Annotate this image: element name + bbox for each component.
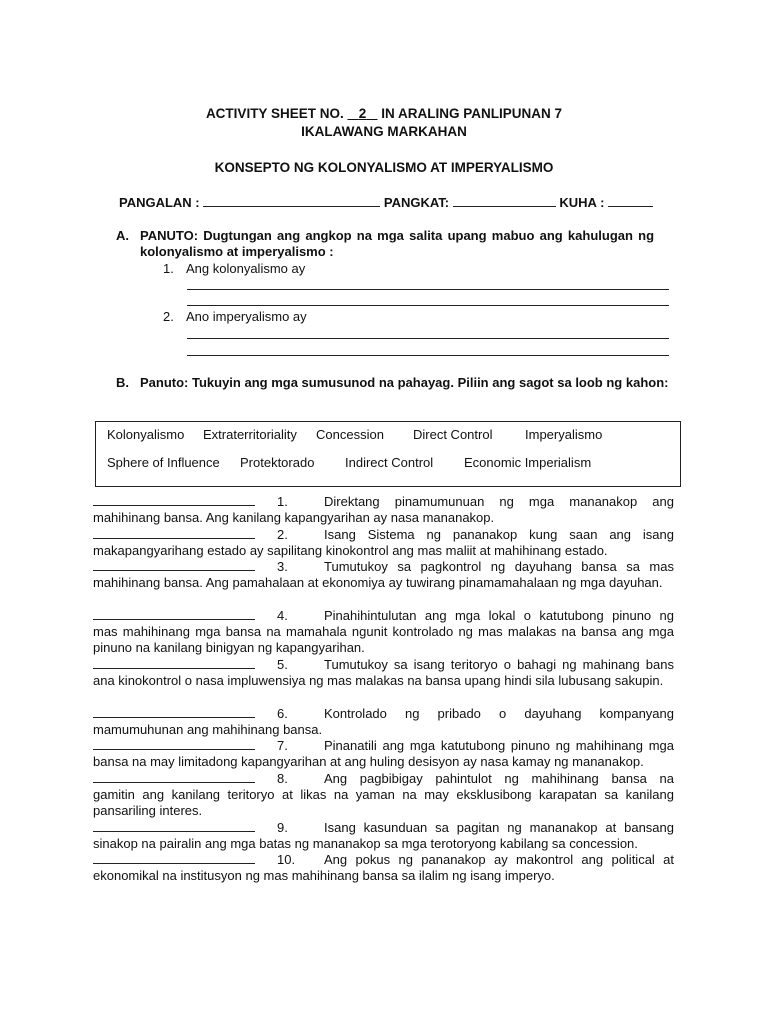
topic-title: KONSEPTO NG KOLONYALISMO AT IMPERYALISMO (214, 160, 554, 175)
item-first-line (93, 527, 674, 543)
choice-extraterritoriality: Extraterritoriality (203, 427, 297, 442)
answer-blank[interactable] (93, 706, 255, 718)
list-item (93, 608, 674, 656)
item-first-line (93, 657, 674, 673)
answer-blank[interactable] (93, 738, 255, 750)
part-b-instruction: Panuto: Tukuyin ang mga sumusunod na pahayag. Piliin ang sagot sa loob ng kahon: (140, 375, 669, 390)
item-text-rest: mamumuhunan ang mahihinang bansa. (93, 722, 323, 737)
part-a-instruction-line1 (140, 228, 674, 243)
q2-answer-line-2[interactable] (187, 355, 669, 356)
item-number: 4. (277, 608, 288, 623)
item-number: 5. (277, 657, 288, 672)
q1-answer-line-2[interactable] (187, 305, 669, 306)
item-first-line (93, 706, 674, 722)
item-lead (93, 608, 324, 624)
item-first-line (93, 559, 674, 575)
q2-number: 2. (163, 309, 174, 324)
item-text-rest: mahihinang bansa. Ang pamahalaan at ekonomiya ay tuwirang pinamamahalaan ng mga dayuhan. (93, 575, 663, 590)
list-item (93, 527, 674, 559)
list-item (93, 559, 674, 591)
item-number: 1. (277, 494, 288, 509)
score-field[interactable] (608, 196, 653, 207)
sheet-number-value: 2 (358, 106, 367, 121)
item-first-line (93, 608, 674, 624)
item-number: 7. (277, 738, 288, 753)
q1-prompt: Ang kolonyalismo ay (186, 261, 306, 276)
part-b-letter: B. (116, 375, 129, 390)
answer-blank[interactable] (93, 820, 255, 832)
quarter-label: IKALAWANG MARKAHAN (301, 124, 467, 139)
sheet-number (347, 106, 377, 121)
list-item (93, 494, 674, 526)
answer-blank[interactable] (93, 657, 255, 669)
sheet-subject: IN ARALING PANLIPUNAN 7 (381, 106, 563, 121)
answer-blank[interactable] (93, 852, 255, 864)
name-label: PANGALAN : (119, 195, 200, 210)
choice-kolonyalismo: Kolonyalismo (107, 427, 185, 442)
item-text-first: Direktang pinamumunuan ng mga mananakop ang (324, 494, 674, 509)
item-lead (93, 820, 324, 836)
q2-prompt: Ano imperyalismo ay (186, 309, 307, 324)
choice-concession: Concession (316, 427, 384, 442)
item-text-rest: bansa na may limitadong kapangyarihan at ang huling desisyon ay nasa kamay ng mananakop. (93, 754, 644, 769)
item-text-first: Kontrolado ng pribado o dayuhang kompanyang (324, 706, 674, 721)
list-item (93, 738, 674, 770)
answer-blank[interactable] (93, 608, 255, 620)
item-lead (93, 527, 324, 543)
choice-direct-control: Direct Control (413, 427, 493, 442)
item-number: 9. (277, 820, 288, 835)
item-text-first: Ang pokus ng pananakop ay makontrol ang political at (324, 852, 674, 867)
part-a-instruction-text: PANUTO: Dugtungan ang angkop na mga salita upang mabuo ang kahulugan ng (140, 228, 655, 243)
list-item (93, 820, 674, 852)
item-lead (93, 494, 324, 510)
item-number: 8. (277, 771, 288, 786)
item-text-first: Ang pagbibigay pahintulot ng mahihinang bansa na (324, 771, 674, 786)
item-text-first: Tumutukoy sa pagkontrol ng dayuhang bansa sa mas (324, 559, 674, 574)
item-text-first: Pinahihintulutan ang mga lokal o katutubong pinuno ng (324, 608, 674, 623)
item-text-first: Isang kasunduan sa pagitan ng mananakop at bansang (324, 820, 674, 835)
item-text-rest: mahihinang bansa. Ang kanilang kapangyarihan ay nasa mananakop. (93, 510, 495, 525)
item-lead (93, 706, 324, 722)
choice-sphere-of-influence: Sphere of Influence (107, 455, 220, 470)
item-number: 3. (277, 559, 288, 574)
group-label: PANGKAT: (383, 195, 450, 210)
answer-blank[interactable] (93, 494, 255, 506)
list-item (93, 706, 674, 738)
item-lead (93, 738, 324, 754)
item-first-line (93, 738, 674, 754)
item-text-first: Isang Sistema ng pananakop kung saan ang isang (324, 527, 674, 542)
choice-protektorado: Protektorado (240, 455, 315, 470)
info-line (119, 195, 653, 210)
answer-blank[interactable] (93, 527, 255, 539)
item-first-line (93, 852, 674, 868)
item-lead (93, 657, 324, 673)
choice-economic-imperialism: Economic Imperialism (464, 455, 592, 470)
choice-imperyalismo: Imperyalismo (525, 427, 603, 442)
sheet-title-prefix: ACTIVITY SHEET NO. (205, 106, 344, 121)
answer-blank[interactable] (93, 771, 255, 783)
item-number: 6. (277, 706, 288, 721)
item-first-line (93, 771, 674, 787)
item-first-line (93, 494, 674, 510)
item-text-rest: ana kinokontrol o nasa impluwensiya ng mas malakas na bansa upang hindi sila lubusang sakupin. (93, 673, 664, 688)
list-item (93, 657, 674, 689)
item-lead (93, 771, 324, 787)
list-item (93, 852, 674, 884)
q2-answer-line-1[interactable] (187, 338, 669, 339)
item-text-first: Tumutukoy sa isang teritoryo o bahagi ng mahinang bans (324, 657, 674, 672)
group-field[interactable] (453, 196, 556, 207)
item-lead (93, 852, 324, 868)
item-number: 10. (277, 852, 296, 867)
choice-indirect-control: Indirect Control (345, 455, 434, 470)
item-number: 2. (277, 527, 288, 542)
item-text-rest: sinakop na pairalin ang mga batas ng mananakop sa mga terotoryong kabilang sa concession. (93, 836, 638, 851)
name-field[interactable] (203, 196, 380, 207)
part-a-letter: A. (116, 228, 129, 243)
part-a-instruction-line2: kolonyalismo at imperyalismo : (140, 244, 334, 259)
item-text-rest: makapangyarihang estado ay sapilitang kinokontrol ang mas maliit at mahihinang estado. (93, 543, 608, 558)
sheet-title-line (0, 106, 768, 121)
choices-box (95, 421, 681, 487)
item-text-rest: gamitin ang kanilang teritoryo at likas na yaman na may eksklusibong karapatan sa kanilang pansariling interes. (93, 787, 674, 818)
answer-blank[interactable] (93, 559, 255, 571)
list-item (93, 771, 674, 819)
item-first-line (93, 820, 674, 836)
item-text-rest: mas mahihinang mga bansa na mamahala ngunit kontrolado ng mas malakas na bansa ang mga pinuno na kanilang binigyan ng kapangyarihan. (93, 624, 674, 655)
item-lead (93, 559, 324, 575)
item-text-rest: ekonomikal na institusyon ng mas mahihinang bansa sa ilalim ng isang imperyo. (93, 868, 555, 883)
q1-number: 1. (163, 261, 174, 276)
score-label: KUHA : (559, 195, 605, 210)
q1-answer-line-1[interactable] (187, 289, 669, 290)
item-text-first: Pinanatili ang mga katutubong pinuno ng mahihinang mga (324, 738, 674, 753)
